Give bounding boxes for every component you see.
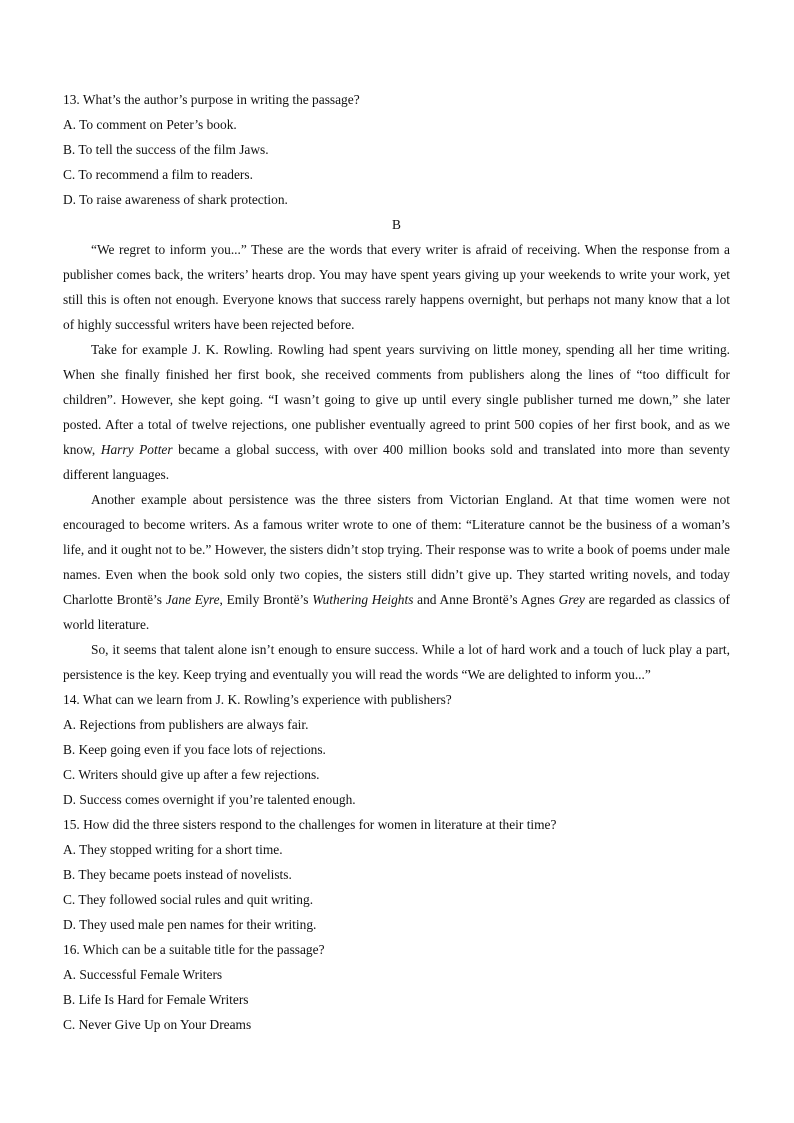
passage-b bbox=[63, 212, 730, 687]
passage-heading: B bbox=[392, 217, 401, 232]
passage-paragraph-3 bbox=[63, 487, 730, 637]
option-a: A. Successful Female Writers bbox=[63, 967, 223, 982]
passage-paragraph-1: “We regret to inform you...” These are the words that every writer is afraid of receiving. When the response from a publisher comes back, the writers’ hearts drop. You may have spent years giving up your weekends to write your work, yet still this is often not enough. Everyone knows that success rarely happens overnight, but perhaps not many know that a lot of highly successful writers have been rejected before. bbox=[63, 242, 730, 332]
option-a: A. They stopped writing for a short time. bbox=[63, 842, 283, 857]
book-title-jane-eyre: Jane Eyre bbox=[165, 592, 220, 607]
question-13 bbox=[63, 87, 730, 212]
question-15 bbox=[63, 812, 730, 937]
option-c: C. Never Give Up on Your Dreams bbox=[63, 1017, 252, 1032]
option-b: B. Life Is Hard for Female Writers bbox=[63, 992, 249, 1007]
paragraph-text: and Anne Brontë’s Agnes bbox=[413, 592, 559, 607]
paragraph-text: became a global success, with over 400 million books sold and translated into more than seventy different languages. bbox=[63, 442, 730, 482]
passage-paragraph-2 bbox=[63, 337, 730, 487]
question-stem: 15. How did the three sisters respond to the challenges for women in literature at their time? bbox=[63, 817, 557, 832]
question-stem: 13. What’s the author’s purpose in writing the passage? bbox=[63, 92, 360, 107]
book-title-grey: Grey bbox=[558, 592, 585, 607]
paragraph-text: , Emily Brontë’s bbox=[219, 592, 313, 607]
option-d: D. Success comes overnight if you’re talented enough. bbox=[63, 792, 356, 807]
question-16 bbox=[63, 937, 730, 1037]
option-b: B. Keep going even if you face lots of rejections. bbox=[63, 742, 326, 757]
option-c: C. They followed social rules and quit writing. bbox=[63, 892, 314, 907]
paragraph-text: Take for example J. K. Rowling. Rowling had spent years surviving on little money, spending all her time writing. When she finally finished her first book, she received comments from publishers along the lines of “too difficult for children”. However, she kept going. “I wasn’t going to give up until every single publisher turned me down,” she later posted. After a total of twelve rejections, one publisher eventually agreed to print 500 copies of her first book, and as we know, bbox=[63, 342, 730, 457]
option-a: A. Rejections from publishers are always fair. bbox=[63, 717, 309, 732]
paragraph-text: are regarded as classics of world literature. bbox=[63, 592, 731, 632]
option-d: D. To raise awareness of shark protection. bbox=[63, 192, 288, 207]
passage-paragraph-4: So, it seems that talent alone isn’t enough to ensure success. While a lot of hard work and a touch of luck play a part, persistence is the key. Keep trying and eventually you will read the words “We are delighted to inform you...” bbox=[63, 642, 730, 682]
book-title-wuthering-heights: Wuthering Heights bbox=[312, 592, 414, 607]
paragraph-text: Another example about persistence was the three sisters from Victorian England. At that time women were not encouraged to become writers. As a famous writer wrote to one of them: “Literature cannot be the business of a woman’s life, and it ought not to be.” However, the sisters didn’t stop trying. Their response was to write a book of poems under male names. Even when the book sold only two copies, the sisters still didn’t give up. They started writing novels, and today Charlotte Brontë’s bbox=[63, 492, 730, 607]
option-b: B. They became poets instead of novelists. bbox=[63, 867, 292, 882]
exam-page bbox=[63, 87, 730, 1037]
question-stem: 14. What can we learn from J. K. Rowling’s experience with publishers? bbox=[63, 692, 452, 707]
question-14 bbox=[63, 687, 730, 812]
question-stem: 16. Which can be a suitable title for the passage? bbox=[63, 942, 325, 957]
option-c: C. To recommend a film to readers. bbox=[63, 167, 253, 182]
option-a: A. To comment on Peter’s book. bbox=[63, 117, 237, 132]
book-title-harry-potter: Harry Potter bbox=[100, 442, 173, 457]
option-d: D. They used male pen names for their writing. bbox=[63, 917, 317, 932]
option-b: B. To tell the success of the film Jaws. bbox=[63, 142, 269, 157]
option-c: C. Writers should give up after a few rejections. bbox=[63, 767, 320, 782]
